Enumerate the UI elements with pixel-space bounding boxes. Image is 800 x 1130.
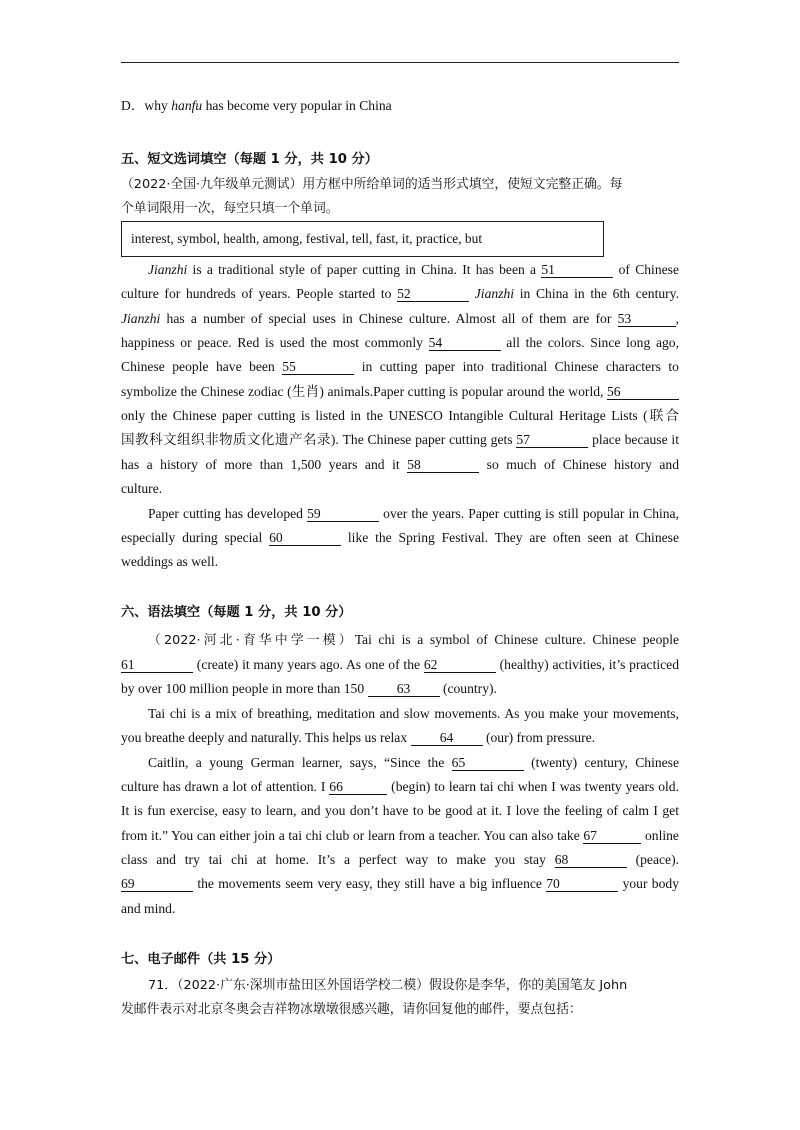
passage-1-line: culture for hundreds of years. People started to 52 Jianzhi in China in the 6th century. (121, 286, 679, 301)
section-5-heading: 五、短文选词填空（每题 1 分，共 10 分） (121, 152, 378, 167)
section-6-heading: 六、语法填空（每题 1 分，共 10 分） (121, 605, 352, 620)
blank-53[interactable]: 53 (618, 311, 676, 327)
passage-1-line: Jianzhi is a traditional style of paper cutting in China. It has been a 51 of Chinese (148, 262, 679, 277)
passage-2-line: culture has drawn a lot of attention. I 66 (begin) to learn tai chi when I was twenty years old. (121, 779, 679, 794)
passage-2-line: and mind. (121, 901, 176, 916)
blank-65[interactable]: 65 (452, 755, 524, 771)
blank-67[interactable]: 67 (583, 828, 641, 844)
passage-2-line: It is fun exercise, easy to learn, and you don’t have to be good at it. I love the feeling of calm I get (121, 803, 679, 818)
blank-56[interactable]: 56 (607, 384, 679, 400)
header-rule (121, 62, 679, 63)
passage-2-line: from it.” You can either join a tai chi club or learn from a teacher. You can also take 67 online (121, 828, 679, 843)
passage-2-line: （2022·河北·育华中学一模）Tai chi is a symbol of Chinese culture. Chinese people (148, 632, 679, 648)
passage-1b-line: weddings as well. (121, 554, 219, 569)
blank-54[interactable]: 54 (429, 335, 501, 351)
blank-69[interactable]: 69 (121, 876, 193, 892)
blank-51[interactable]: 51 (541, 262, 613, 278)
passage-1-line: 国教科文组织非物质文化遗产名录). The Chinese paper cutting gets 57 place because it (121, 432, 679, 447)
passage-2-line: 69 the movements seem very easy, they still have a big influence 70 your body (121, 876, 679, 891)
section-5-instructions-line-1: （2022·全国·九年级单元测试）用方框中所给单词的适当形式填空，使短文完整正确。每 (121, 177, 623, 192)
passage-2-line: by over 100 million people in more than 150 63 (country). (121, 681, 497, 696)
passage-1-line: Chinese people have been 55 in cutting paper into traditional Chinese characters to (121, 359, 679, 374)
blank-60[interactable]: 60 (269, 530, 341, 546)
section-5-instructions-line-2: 个单词限用一次，每空只填一个单词。 (121, 201, 339, 216)
blank-64[interactable]: 64 (411, 730, 483, 746)
passage-2-line: class and try tai chi at home. It’s a perfect way to make you stay 68 (peace). (121, 852, 679, 867)
passage-1-line: symbolize the Chinese zodiac (生肖) animals.Paper cutting is popular around the world, 56 (121, 382, 679, 402)
question-number: 71． (148, 978, 178, 993)
question-71-line-1: 71．（2022·广东·深圳市盐田区外国语学校二模）假设你是李华，你的美国笔友 John (148, 978, 628, 993)
passage-1-line: happiness or peace. Red is used the most commonly 54 all the colors. Since long ago, (121, 335, 679, 350)
blank-66[interactable]: 66 (329, 779, 387, 795)
blank-62[interactable]: 62 (424, 657, 496, 673)
passage-2-line: Tai chi is a mix of breathing, meditation and slow movements. As you make your movements, (148, 706, 679, 721)
passage-1-line: culture. (121, 481, 163, 496)
passage-1-line: has a history of more than 1,500 years and it 58 so much of Chinese history and (121, 457, 679, 472)
passage-2-line: you breathe deeply and naturally. This helps us relax 64 (our) from pressure. (121, 730, 596, 745)
blank-70[interactable]: 70 (546, 876, 618, 892)
blank-61[interactable]: 61 (121, 657, 193, 673)
blank-58[interactable]: 58 (407, 457, 479, 473)
blank-52[interactable]: 52 (397, 286, 469, 302)
option-d: D．why hanfu has become very popular in China (121, 98, 392, 113)
passage-1-line: Jianzhi has a number of special uses in Chinese culture. Almost all of them are for 53 , (121, 311, 679, 326)
passage-2-line: Caitlin, a young German learner, says, “Since the 65 (twenty) century, Chinese (148, 755, 680, 770)
word-bank-box: interest, symbol, health, among, festival, tell, fast, it, practice, but (121, 221, 604, 257)
blank-55[interactable]: 55 (282, 359, 354, 375)
section-7-heading: 七、电子邮件（共 15 分） (121, 952, 281, 967)
passage-1b-line: Paper cutting has developed 59 over the years. Paper cutting is still popular in China, (148, 506, 679, 521)
passage-1-line: only the Chinese paper cutting is listed in the UNESCO Intangible Cultural Heritage Lists (联合 (121, 408, 679, 423)
blank-57[interactable]: 57 (516, 432, 588, 448)
blank-59[interactable]: 59 (307, 506, 379, 522)
blank-68[interactable]: 68 (555, 852, 627, 868)
passage-1b-line: especially during special 60 like the Spring Festival. They are often seen at Chinese (121, 530, 679, 545)
passage-2-line: 61 (create) it many years ago. As one of the 62 (healthy) activities, it’s practiced (121, 657, 679, 672)
blank-63[interactable]: 63 (368, 681, 440, 697)
question-71-line-2: 发邮件表示对北京冬奥会吉祥物冰墩墩很感兴趣，请你回复他的邮件，要点包括： (121, 1002, 582, 1017)
